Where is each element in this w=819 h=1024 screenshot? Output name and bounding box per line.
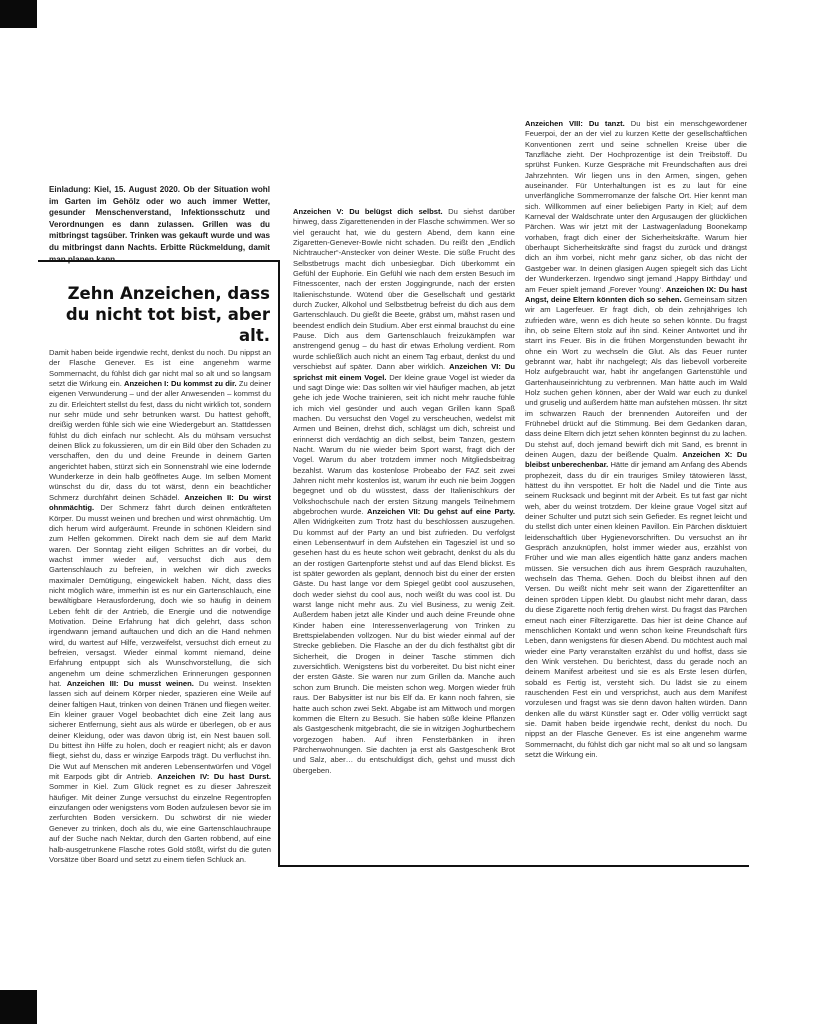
body-text: Allen Widrigkeiten zum Trotz hast du beschlossen auszugehen. Du kommst auf der Party an und bist zufrieden. Du verfolgst einen Lebensentwurf in dem Aufstehen ein Tagesziel ist und so gesehen hast du es heute schon weit gebracht, denkst du als du an der rostigen Gartenpforte stehst und auf das Elend blickst. Es ist später geworden als geplant, dennoch bist du einer der ersten Gäste. Du hast lange vor dem Spiegel geübt cool auszusehen, doch weder siehst du cool aus, noch weißt du was cool ist. Du warst lange nicht mehr aus. Zu viel Business, zu wenig Zeit. Außerdem haben jetzt alle Kinder und auch deine Freunde ohne Kinder haben eine Interessenverlagerung von Trinken zu Brettspielabenden vollzogen. Nur du bist wieder einmal auf der Strecke geblieben. Die Flasche an der du dich festhältst gibt dir Sicherheit, die Drogen in deiner Tasche stimmen dich zuversichtlich. Wenigstens bist du vorbereitet. Du bist nicht einer der ersten Gäste. Sie waren nur zum Grillen da. Manche auch schon zum Brunch. Die meisten schon weg. Morgen wieder früh raus. Der Babysitter ist nur bis Elf da. Er kann noch fahren, sie hatte auch schon zwei Sekt. Abgabe ist am Mittwoch und morgen kommen die Eltern zu Besuch. Sie haben süße kleine Pflanzen als Gastgeschenk mitgebracht, die sie in witzigen Joghurtbechern vorgezogen haben. Auf ihren Fensterbänken in ihren Pärchenwohnungen. Sie dachten ja erst als Gastgeschenk Brot und Salz, aber… du entschuldigst dich, gehst und musst dich übergeben. (293, 517, 515, 775)
section-heading: Anzeichen X: Du bleibst unberechenbar. (525, 450, 747, 470)
body-text: Du bist ein menschgewordener Feuerpoi, der an der viel zu kurzen Kette der gesellschaftlichen Konventionen zerrt und seine schnellen Kreise über die Tanzfläche zieht. Der Hochprozentige ist dein Treibstoff. Du sprühst Funken. Kurze Gespräche mit Freundschaften aus drei Jahrzehnten. Wir liegen uns in den Armen, singen, gehen auseinander. Für Unterhaltungen ist es zu laut für eine unverfängliche Sommerromanze der falsche Ort. Hier kennt man sich. Willkommen auf einer beliebigen Party in Kiel; auf dem Karneval der Waldschrate unter den Argusaugen der glücklichen Pärchen. Was wir jetzt mit der Lastwagenladung Boonekamp vorhaben, fragt dich einer der Sicherheitskräfte. Warum hier überhaupt Sicherheitskräfte sind fragst du zurück und drängst dich an ihm vorbei, nicht mehr ganz sicher, ob das nicht der Gastgeber war. In deinen glasigen Augen spiegelt sich das Licht der Wunderkerzen. Irgendwo singt jemand ‚Happy Birthday‘ und am Feuer spielt jemand ‚Forever Young‘. (525, 119, 747, 294)
section-heading: Anzeichen IV: Du hast Durst. (157, 772, 271, 782)
section-heading: Anzeichen III: Du musst weinen. (66, 679, 194, 688)
section-heading: Anzeichen V: Du belügst dich selbst. (293, 207, 443, 216)
corner-marker-bottom-left (0, 990, 37, 1024)
body-text: Hätte dir jemand am Anfang des Abends prophezeit, dass du dir ein trauriges Smiley tätowieren lässt, hättest du ihn verspottet. Er holt die Nadel und die Tinte aus seinem Rucksack und beginnt mit der Arbeit. Es tut fast gar nicht weh, aber du weinst trotzdem. Der kleine graue Vogel sitzt auf deiner Schulter und putzt sich sein Gefieder. Es regnet leicht und du stellst dich unter einen kleinen Pavillon. Ein Pärchen disktuiert leidenschaftlich über Hygienevorschriften. Du versuchst an ihr Gespräch anzuknüpfen, holst immer wieder aus, erzählst von Früher und wie man alles eigentlich hätte ganz anders machen müssen. Sie versuchen dich aus ihrem Gespräch rauzuhalten, wechseln das Thema. Gehen. Doch du bleibst ihnen auf den Versen. Du weißt nicht mehr seit wann der Zigarettenfilter an deinen spröden Lippen klebt. Du glaubst nicht mehr daran, dass du diese Zigarette noch fertig drehen wirst. Du fragst das Pärchen erneut nach einer Filterzigarette. Das hier ist deine Chance auf menschlichen Kontakt und wenn schon keine Freundschaft fürs Leben, dann wenigstens für diesen Abend. Du möchtest auch mal wieder eine Party veranstalten erzählst du und hoffst, dass sie den Wink verstehen. Du berichtest, dass du gerade noch an deinem Manifest arbeitest und sie es als Erste lesen dürfen, sobald es Fertig ist, versteht sich. Du lädst sie zu einem rauschenden Fest ein und versprichst, auch aus dem Manifest vorzulesen und fragst was sie denn davon halten würden. Dann denken alle du wärst Künstler sagt er. Oder völlig verrückt sagt sie. Damit haben beide irgendwie recht, denkst du noch. Du nippst an der Flasche Genever. Es ist eine angenehm warme Sommernacht, du fühlst dich gar nicht mal so alt und so langsam setzt die Wirkung ein. (525, 460, 747, 759)
invitation-text (49, 184, 270, 265)
body-text: Damit haben beide irgendwie recht, denkst du noch. Du nippst an der Flasche Genever. Es ist eine angenehm warme Sommernacht, du fühlst dich gar nicht mal so alt und so langsam setzt die Wirkung ein. (49, 348, 271, 389)
body-text: Sommer in Kiel. Zum Glück regnet es zu dieser Jahreszeit häufiger. Mit deiner Zunge versuchst du einzelne Regentropfen einzufangen oder wenigstens vom Boden aufzulesen bevor sie im zerfurchten Boden versickern. Du schwörst dir nie wieder Genever zu trinken, doch als du, wie eine Gartenschlauchraupe auf der Suche nach Nektar, durch den Garten robbend, auf eine halb-ausgetrunkene Flasche rotes Gold stößt, wirfst du die guten Vorsätze über Board und setzt zu einem tiefen Schluck an. (49, 782, 271, 864)
section-heading: Anzeichen VIII: Du tanzt. (525, 119, 625, 128)
frame-rule-bottom (278, 865, 749, 867)
section-heading: Anzeichen VI: Du sprichst mit einem Vogel. (293, 362, 515, 382)
body-text: Der Schmerz fährt durch deinen entkräfteten Körper. Du musst weinen und brechen und wirst ohnmächtig. Um dich herum wird aufgeräumt. Freunde in schönen Kleidern sind zum Helfen gekommen. Direkt nach dem sie auf dem Markt waren. Der Sonntag zieht eiligen Schrittes an dir vorbei, du wachst immer wieder auf, versuchst dich aus dem Gartenschlauch zu befreien, in welchen wir dich zwecks maximaler Demütigung, eingewickelt haben. Nicht, dass dies nicht möglich wäre, immerhin ist es nur ein Gartenschlauch, eine bewältigbare Herausforderung, doch wie so häufig in deinem Leben fehlt dir der Antrieb, die Energie und die notwendige Motivation. Deine Erfahrung hat dich gelehrt, dass schon irgendwann jemand auftauchen und dich an die Hand nehmen wird, du wartest auf Hilfe, verzweifelst, versuchst dich erneut zu befreien, versagst. Wieder einmal kommt niemand, deine Erfahrung entpuppt sich als Wunschvorstellung, die sich angenehm um deine schmerzlichen Erinnerungen gesponnen hat. (49, 503, 271, 688)
invitation-body: Kiel, 15. August 2020. Ob der Situation wohl im Garten im Gehölz oder wo auch immer Wetter, gesunder Menschenverstand, Infektionsschutz und Verordnungen es dann zulassen. Grillen was du mitbringst tagsüber. Trinken was gekauft wurde und was du mitbringst dann Nachts. Erbitte Rückmeldung, damit (49, 185, 270, 252)
article-column-2 (293, 207, 515, 776)
section-heading: Anzeichen I: Du kommst zu dir. (124, 379, 237, 389)
article-headline: Zehn Anzeichen, dass du nicht tot bist, aber alt. (65, 284, 270, 345)
body-text: Der kleine graue Vogel ist wieder da und sagt Dinge wie: Das sollten wir viel häufiger machen, ab jetzt gehe ich jede Woche trainieren, seit ich nicht mehr rauche fühle ich mich viel gesünder und auch vegan Grillen kann Spaß machen. Du versuchst den Vogel zu verscheuchen, wedelst mit Armen und Beinen, drehst dich, schlägst um dich, schreist und erinnerst dich verdächtig an dich selbst, beim Tanzen, gestern Nacht. Warum du nie wieder beim Sport warst, fragt dich der Vogel. Warum du aber trotzdem immer noch Mitgliedsbeitrag bezahlst. Warum das kostenlose Probeabo der FAZ seit zwei Jahren nicht mehr kostenlos ist, warum ihr euch nie beim Joggen begegnet und ob du wüsstest, dass der Italienischkurs der Volkshochschule nach der ersten Sitzung mangels Teilnehmern abgebrochen wurde. (293, 372, 515, 516)
article-column-3 (525, 119, 747, 760)
frame-rule-vertical (278, 260, 280, 867)
corner-marker-top-left (0, 0, 37, 28)
invitation-label: Einladung: (49, 185, 91, 194)
body-text: Gemeinsam sitzen wir am Lagerfeuer. Er fragt dich, ob dein zehnjähriges Ich zufrieden wäre, wenn es dich heute so sehen könnte. Du fragst ihn, ob seine Eltern stolz auf ihn sind. Keiner Antwortet und ihr starrt ins Feuer. Bis in die frühen Morgenstunden bewacht ihr ohne ein Wort zu wechseln die Glut. Als das Feuer runter gebrannt war, habt ihr nachgelegt; Als das liebevoll vorbereite Holz aufgebraucht war, habt ihr angefangen Gartenstühle und Gartenhauseinrichtung zu verbrennen. Man hätte auch im Wald Holz suchen gehen können, aber der Wald war euch zu dunkel und gruselig und außerdem hätte man aufstehen müssen. Ihr sitzt im schwarzen Rauch der brennenden Autoreifen und der Frühnebel drückt auf die Stimmung. Bei dem Gedanken daran, dass deine Eltern dich jetzt sehen könnten beginnst du zu lachen. Du stehst auf, doch jemand bewirft dich mit Sand, es brennt in deinen Augen, dazu der beißende Qualm. (525, 294, 747, 459)
body-text: Zu deiner eigenen Verwunderung – und der aller Anwesenden – kommst du zu dir. Erleichtert stellst du fest, dass du nicht wirklich tot, sondern nur sehr müde und sehr betrunken warst. Du hattest gehofft, dreißig werden fühle sich wie eine Wiedergeburt an. Stattdessen fühlst du dich einfach nur schlecht. Als du mühsam versuchst deinen Blick zu fokussieren, um dir ein Bild über den Schaden zu verschaffen, den du und deine Freunde in deinem Garten angerichtet haben, stürzt sich ein Sonnenstrahl wie eine lodernde Wunderkerze in dein halb geöffnetes Auge. Im selben Moment wünschst du dir, dass du tot wärst, denn ein beachtlicher Schmerz durchfährt deinen Schädel. (49, 379, 271, 502)
article-column-1 (49, 348, 271, 865)
body-text: Du weinst. Insekten lassen sich auf deinem Körper nieder, spazieren eine Weile auf deiner faltigen Haut, trinken von deinen Tränen und fliegen weiter. Ein kleiner grauer Vogel beobachtet dich eine Zeit lang aus sicherer Entfernung, sieht aus als würde er überlegen, ob er aus deiner Kleidung, oder was davon übrig ist, ein Nest bauen soll. Du bittest ihn Hilfe zu holen, doch er reagiert nicht; als er davon fliegt, siehst du, dass er winzige Earpods trägt. Du verfluchst ihn. Die Wut auf Menschen mit anderen Lebensentwürfen und Vögel mit Earpods gibt dir Antrieb. (49, 679, 271, 782)
body-text: Du siehst darüber hinweg, dass Zigarettenenden in der Flasche schwimmen. Wer so viel geraucht hat, wie du gestern Abend, dem kann eine Zigaretten-Genever-Bowle nicht schaden. Du reißt den „Endlich Nichtraucher“-Anstecker von deiner Weste. Die süße Frucht des Selbstbetrugs macht dich unbesiegbar. Dich überkommt ein Gefühl der Euphorie. Ein Gefühl wie nach dem ersten Besuch im Fitnesscenter, nach der ersten Joggingrunde, nach der ersten Italienischstunde. Wütend über die Gesellschaft und gestärkt durch Zucker, Alkohol und Selbstbetrug befreist du dich aus dem Gartenschlauch. Du gießt die Beete, gräbst um, mähst rasen und beendest endlich dein Studium. Aber erst einmal brauchst du eine Pause. Dich aus dem Gartenschlauch freizukämpfen war anstrengend genug – du hast dir etwas Erholung verdient. Rom wurde schließlich auch nicht an einem Tag erbaut, denkst du und verschiebst auf später. Dann aber wirklich. (293, 207, 515, 372)
section-heading: Anzeichen VII: Du gehst auf eine Party. (367, 506, 515, 516)
section-heading: Anzeichen II: Du wirst ohnmächtig. (49, 492, 271, 513)
frame-rule-top (38, 260, 280, 262)
section-heading: Anzeichen IX: Du hast Angst, deine Eltern könnten dich so sehen. (525, 284, 747, 304)
